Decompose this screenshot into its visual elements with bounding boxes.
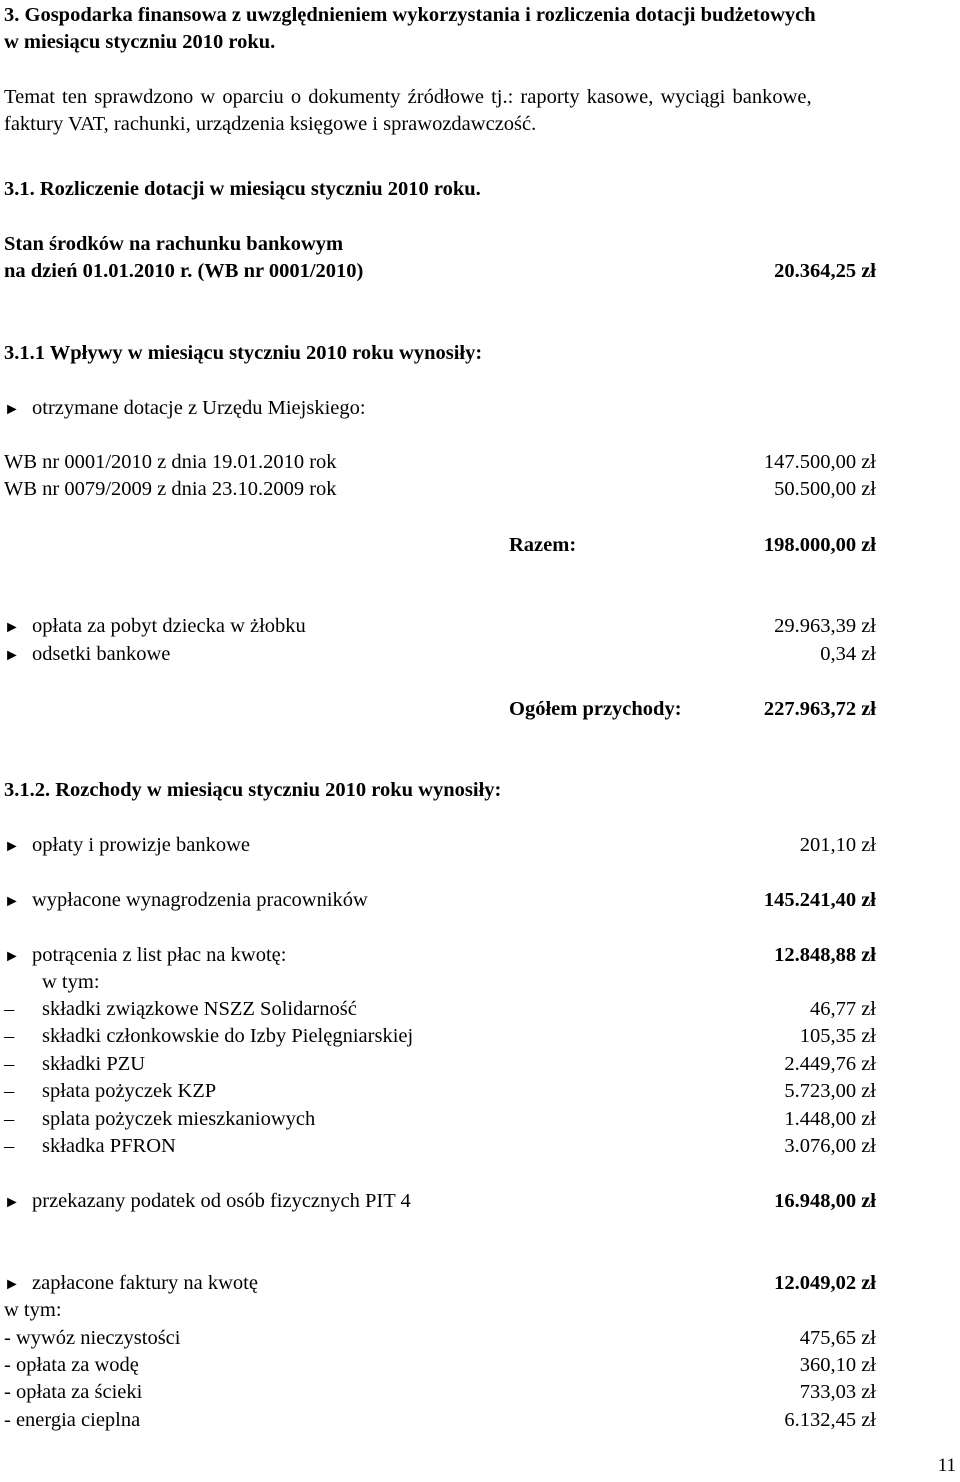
salaries-label: ► wypłacone wynagrodzenia pracowników: [4, 887, 368, 915]
income-tax-value: 16.948,00 zł: [774, 1190, 876, 1212]
intro-line2: faktury VAT, rachunki, urządzenia księgowe i sprawozdawczość.: [4, 113, 537, 135]
deduction-item-label: – splata pożyczek mieszkaniowych: [4, 1106, 315, 1132]
subsection-title: 3.1. Rozliczenie dotacji w miesiącu styczniu 2010 roku.: [4, 178, 481, 200]
deduction-item-label: – składki związkowe NSZZ Solidarność: [4, 996, 357, 1022]
invoice-item-amount: 6.132,45 zł: [784, 1409, 876, 1431]
section-heading-line2: w miesiącu styczniu 2010 roku.: [4, 31, 276, 53]
deductions-label: ► potrącenia z list płac na kwotę:: [4, 942, 286, 970]
invoice-item-label: - energia cieplna: [4, 1409, 141, 1431]
income-title: 3.1.1 Wpływy w miesiącu styczniu 2010 roku wynosiły:: [4, 342, 483, 364]
invoice-item-label: - opłata za ścieki: [4, 1381, 143, 1403]
invoice-item-label: - opłata za wodę: [4, 1354, 139, 1376]
invoices-intro: w tym:: [4, 1299, 62, 1321]
grant-row-amount: 147.500,00 zł: [763, 451, 876, 473]
invoices-label: ► zapłacone faktury na kwotę: [4, 1270, 258, 1298]
balance-label-line2: na dzień 01.01.2010 r. (WB nr 0001/2010): [4, 260, 364, 282]
deduction-item-amount: 46,77 zł: [809, 998, 876, 1020]
deduction-item-label: – składki PZU: [4, 1051, 145, 1077]
deduction-item-amount: 1.448,00 zł: [784, 1108, 876, 1130]
deduction-item-amount: 5.723,00 zł: [784, 1080, 876, 1102]
page-number: 11: [937, 1455, 956, 1476]
invoice-item-amount: 475,65 zł: [799, 1327, 876, 1349]
bank-fees-label: ► opłaty i prowizje bankowe: [4, 832, 250, 860]
deduction-item-amount: 3.076,00 zł: [784, 1135, 876, 1157]
invoices-value: 12.049,02 zł: [774, 1272, 876, 1294]
balance-value: 20.364,25 zł: [774, 260, 876, 282]
grants-label: ► otrzymane dotacje z Urzędu Miejskiego:: [4, 395, 366, 423]
deduction-item-amount: 2.449,76 zł: [784, 1053, 876, 1075]
other-income-label: ► opłata za pobyt dziecka w żłobku: [4, 613, 306, 641]
other-income-amount: 0,34 zł: [820, 643, 876, 665]
subtotal-value: 198.000,00 zł: [763, 534, 876, 556]
deduction-item-label: – składka PFRON: [4, 1133, 176, 1159]
other-income-amount: 29.963,39 zł: [774, 615, 876, 637]
deduction-item-amount: 105,35 zł: [799, 1025, 876, 1047]
expenses-title: 3.1.2. Rozchody w miesiącu styczniu 2010 roku wynosiły:: [4, 779, 502, 801]
section-heading-line1: 3. Gospodarka finansowa z uwzględnieniem wykorzystania i rozliczenia dotacji budżetowych: [4, 4, 816, 26]
grant-row-amount: 50.500,00 zł: [774, 478, 876, 500]
deductions-value: 12.848,88 zł: [774, 944, 876, 966]
total-income-label: Ogółem przychody:: [509, 698, 682, 720]
bank-fees-value: 201,10 zł: [799, 834, 876, 856]
subtotal-label: Razem:: [509, 534, 577, 556]
invoice-item-amount: 733,03 zł: [799, 1381, 876, 1403]
salaries-value: 145.241,40 zł: [763, 889, 876, 911]
grant-row-label: WB nr 0001/2010 z dnia 19.01.2010 rok: [4, 451, 337, 473]
total-income-value: 227.963,72 zł: [763, 698, 876, 720]
balance-label-line1: Stan środków na rachunku bankowym: [4, 233, 344, 255]
deduction-item-label: – składki członkowskie do Izby Pielęgniarskiej: [4, 1023, 413, 1049]
other-income-label: ► odsetki bankowe: [4, 641, 170, 669]
deductions-intro: w tym:: [42, 971, 100, 993]
invoice-item-amount: 360,10 zł: [799, 1354, 876, 1376]
invoice-item-label: - wywóz nieczystości: [4, 1327, 181, 1349]
grant-row-label: WB nr 0079/2009 z dnia 23.10.2009 rok: [4, 478, 337, 500]
income-tax-label: ► przekazany podatek od osób fizycznych PIT 4: [4, 1188, 411, 1216]
deduction-item-label: – spłata pożyczek KZP: [4, 1078, 216, 1104]
intro-line1: Temat ten sprawdzono w oparciu o dokumenty źródłowe tj.: raporty kasowe, wyciągi bankowe,: [4, 86, 812, 108]
